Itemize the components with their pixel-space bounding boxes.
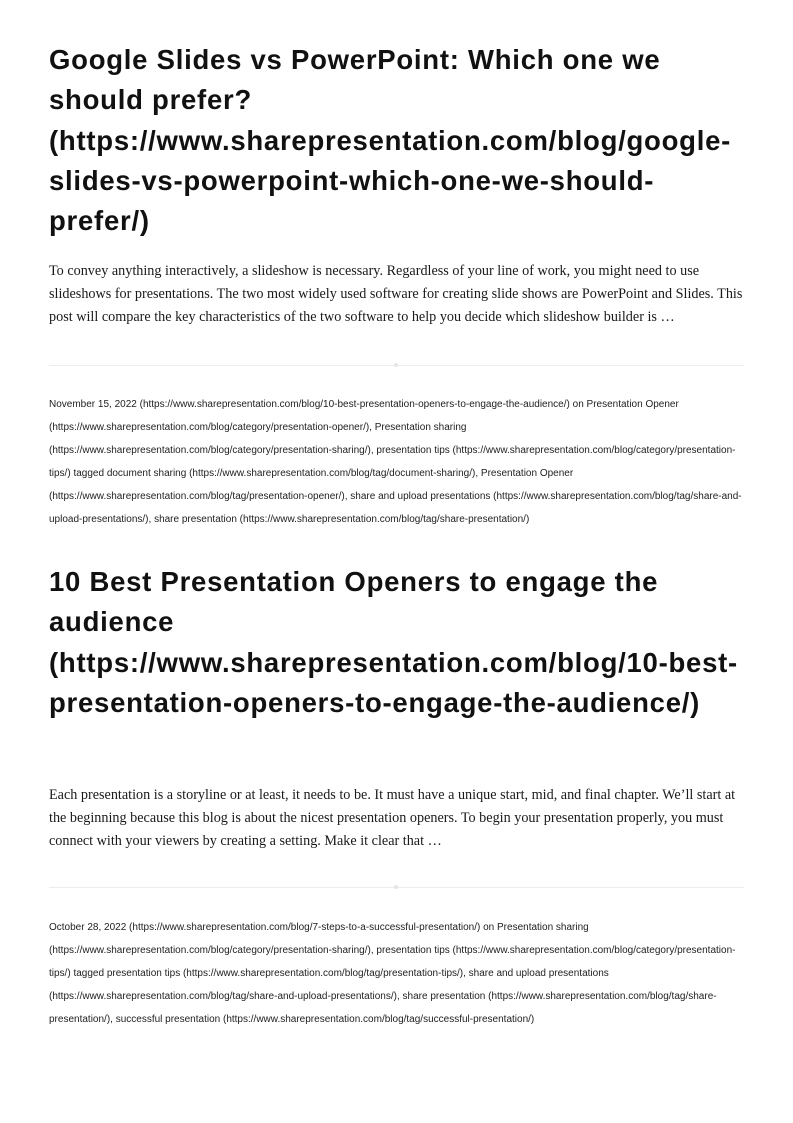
post-divider [49,365,744,366]
post-meta: October 28, 2022 (https://www.sharepresentation.com/blog/7-steps-to-a-successful-presentation/) on Presentation sharing (https://www.sharepresentation.com/blog/category/presentation-sharing/), presentation tips (https://www.sharepresentation.com/blog/category/presentation-tips/) tagged presentation tips (https://www.sharepresentation.com/blog/tag/presentation-tips/), share and upload presentations (https://www.sharepresentation.com/blog/tag/share-and-upload-presentations/), share presentation (https://www.sharepresentation.com/blog/tag/share-presentation/), successful presentation (https://www.sharepresentation.com/blog/tag/successful-presentation/) [49,922,736,1025]
post-title-link[interactable]: 10 Best Presentation Openers to engage the audience (https://www.sharepresentation.com/blog/10-best-presentation-openers-to-engage-the-audience/) [49,566,738,718]
divider-dot-icon [394,885,398,889]
post-title-link[interactable]: Google Slides vs PowerPoint: Which one we should prefer? (https://www.sharepresentation.com/blog/google-slides-vs-powerpoint-which-one-we-should-prefer/) [49,44,732,237]
post-excerpt: To convey anything interactively, a slideshow is necessary. Regardless of your line of work, you might need to use slideshows for presentations. The two most widely used software for creating slide shows are PowerPoint and Slides. This post will compare the key characteristics of the two software to help you decide which slideshow builder is … [49,263,743,326]
post-divider [49,887,744,888]
post-excerpt: Each presentation is a storyline or at least, it needs to be. It must have a unique start, mid, and final chapter. We’ll start at the beginning because this blog is about the nicest presentation openers. To begin your presentation properly, you must connect with your viewers by creating a setting. Make it clear that … [49,787,736,850]
post-meta: November 15, 2022 (https://www.sharepresentation.com/blog/10-best-presentation-openers-to-engage-the-audience/) on Presentation Opener (https://www.sharepresentation.com/blog/category/presentation-opener/), Presentation sharing (https://www.sharepresentation.com/blog/category/presentation-sharing/), presentation tips (https://www.sharepresentation.com/blog/category/presentation-tips/) tagged document sharing (https://www.sharepresentation.com/blog/tag/document-sharing/), Presentation Opener (https://www.sharepresentation.com/blog/tag/presentation-opener/), share and upload presentations (https://www.sharepresentation.com/blog/tag/share-and-upload-presentations/), share presentation (https://www.sharepresentation.com/blog/tag/share-presentation/) [49,399,742,525]
divider-dot-icon [394,363,398,367]
